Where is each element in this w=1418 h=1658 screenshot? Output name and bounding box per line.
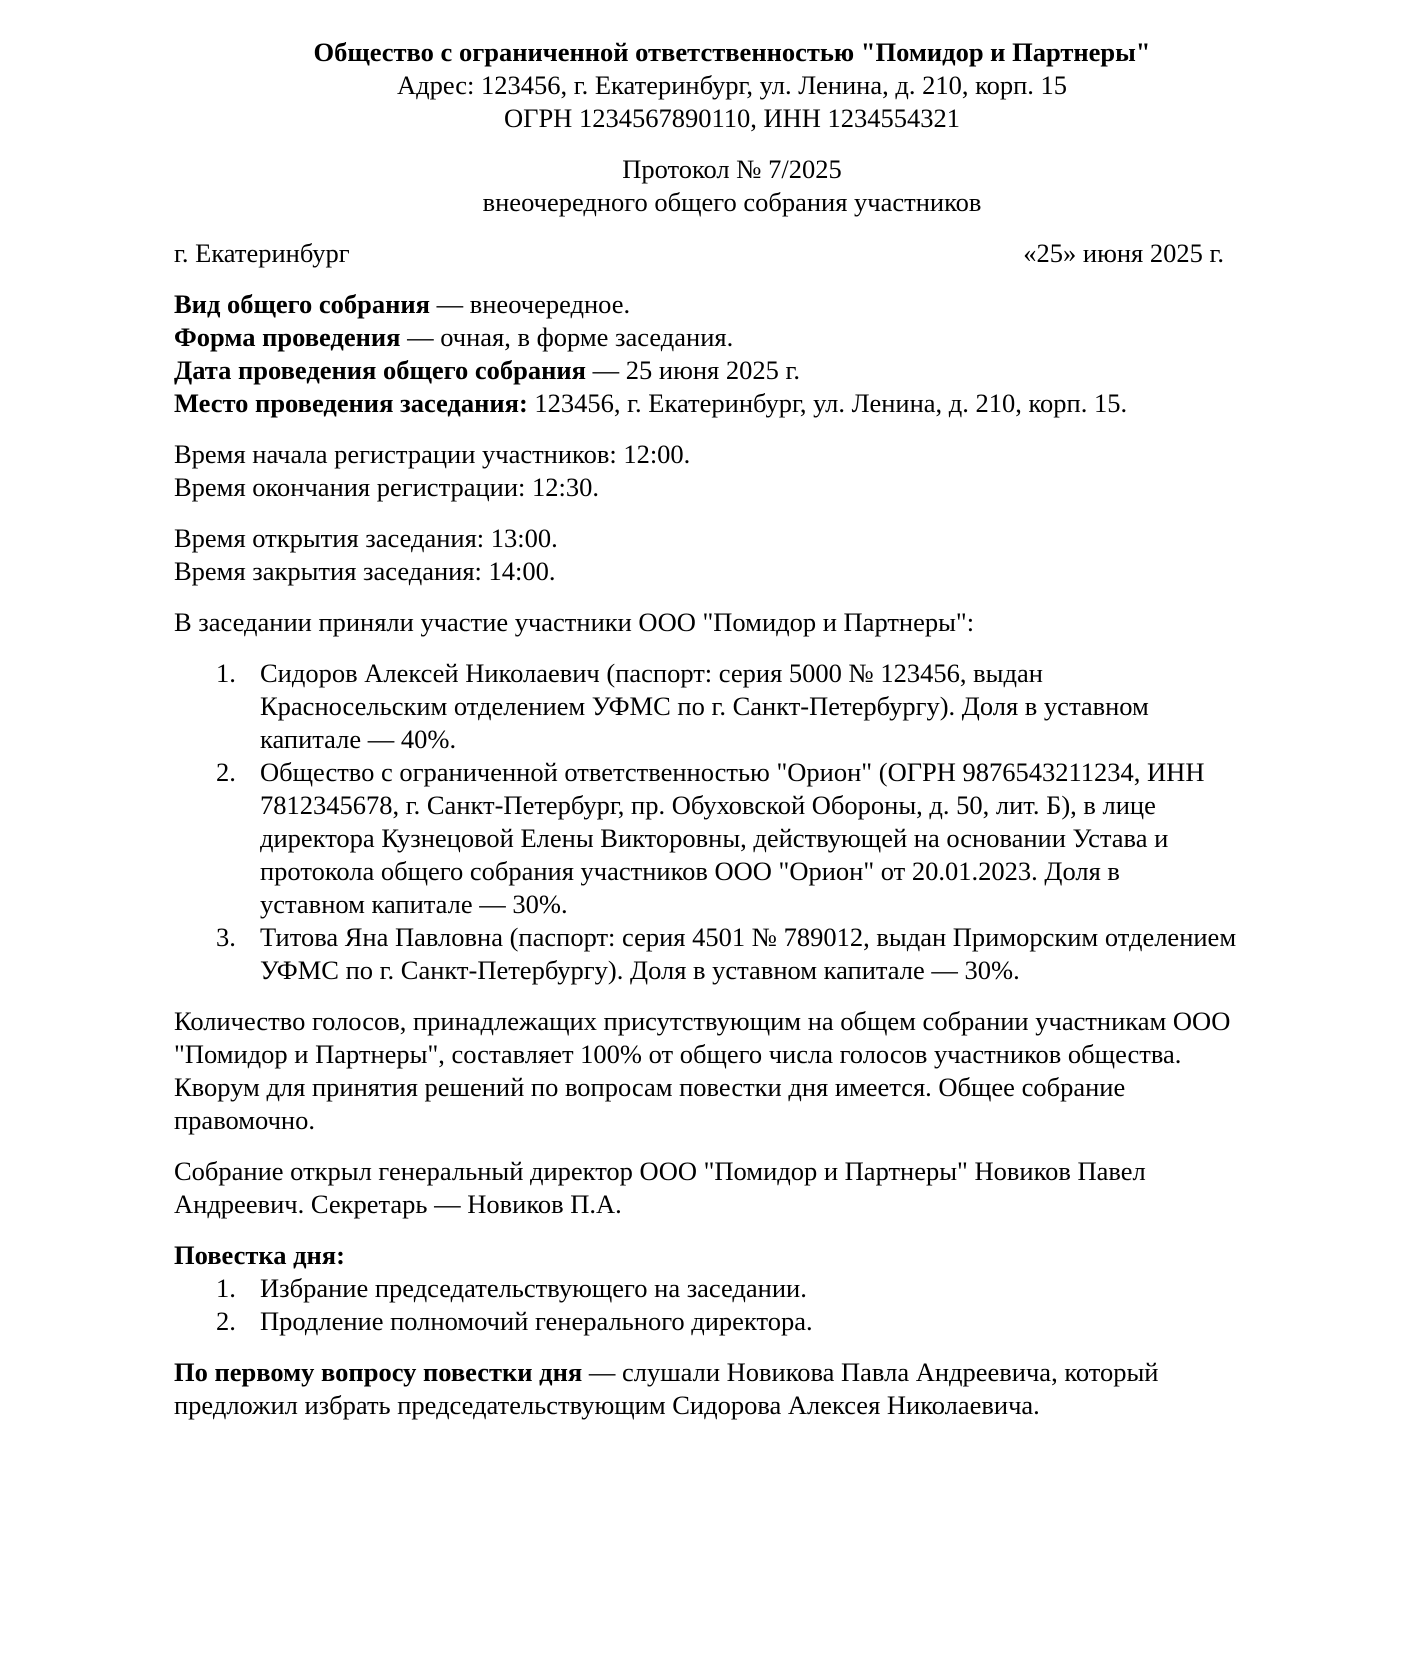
agenda-list (174, 1272, 1324, 1338)
document-page (174, 36, 1324, 1422)
meeting-date: Дата проведения общего собрания — 25 июня 2025 г. (174, 355, 800, 385)
participants-intro: В заседании приняли участие участники ООО "Помидор и Партнеры": (174, 607, 975, 637)
registration-start: Время начала регистрации участников: 12:00. (174, 439, 691, 469)
list-item: 2. Общество с ограниченной ответственностью "Орион" (ОГРН 9876543211234, ИНН 7812345678, г. Санкт-Петербург, пр. Обуховской Обороны, д. 50, лит. Б), в лице директора Кузнецовой Елены Викторовны, действующей на основании Устава и протокола общего собрания участников ООО "Орион" от 20.01.2023. Доля в уставном капитале — 30%. (216, 757, 1205, 919)
meeting-info (174, 288, 1324, 420)
agenda-heading: Повестка дня: (174, 1240, 345, 1270)
protocol-date: «25» июня 2025 г. (1023, 238, 1224, 268)
protocol-subtitle: внеочередного общего собрания участников (482, 187, 982, 217)
list-item: 1. Сидоров Алексей Николаевич (паспорт: серия 5000 № 123456, выдан Красносельским отделением УФМС по г. Санкт-Петербургу). Доля в уставном капитале — 40%. (216, 658, 1149, 754)
company-registry: ОГРН 1234567890110, ИНН 1234554321 (503, 103, 960, 133)
company-name: Общество с ограниченной ответственностью "Помидор и Партнеры" (313, 37, 1151, 67)
list-item: 1. Избрание председательствующего на заседании. (216, 1273, 807, 1303)
session-open: Время открытия заседания: 13:00. (174, 523, 558, 553)
first-question-paragraph: По первому вопросу повестки дня — слушали Новикова Павла Андреевича, который предложил избрать председательствующим Сидорова Алексея Николаевича. (174, 1357, 1159, 1420)
list-item: 2. Продление полномочий генерального директора. (216, 1306, 813, 1336)
city: г. Екатеринбург (174, 238, 350, 268)
list-item: 3. Титова Яна Павловна (паспорт: серия 4501 № 789012, выдан Приморским отделением УФМС по г. Санкт-Петербургу). Доля в уставном капитале — 30%. (216, 922, 1237, 985)
company-address: Адрес: 123456, г. Екатеринбург, ул. Ленина, д. 210, корп. 15 (396, 70, 1068, 100)
session-close: Время закрытия заседания: 14:00. (174, 556, 556, 586)
quorum-paragraph: Количество голосов, принадлежащих присутствующим на общем собрании участникам ООО "Помидор и Партнеры", составляет 100% от общего числа голосов участников общества. Кворум для принятия решений по вопросам повестки дня имеется. Общее собрание правомочно. (174, 1006, 1231, 1135)
meeting-place: Место проведения заседания: 123456, г. Екатеринбург, ул. Ленина, д. 210, корп. 15. (174, 388, 1128, 418)
meeting-form: Форма проведения — очная, в форме заседания. (174, 322, 734, 352)
opened-by-paragraph: Собрание открыл генеральный директор ООО "Помидор и Партнеры" Новиков Павел Андреевич. Секретарь — Новиков П.А. (174, 1156, 1146, 1219)
registration-end: Время окончания регистрации: 12:30. (174, 472, 600, 502)
meeting-type: Вид общего собрания — внеочередное. (174, 289, 631, 319)
place-date-row (174, 237, 1224, 270)
protocol-number: Протокол № 7/2025 (622, 154, 842, 184)
participants-list (174, 657, 1324, 987)
